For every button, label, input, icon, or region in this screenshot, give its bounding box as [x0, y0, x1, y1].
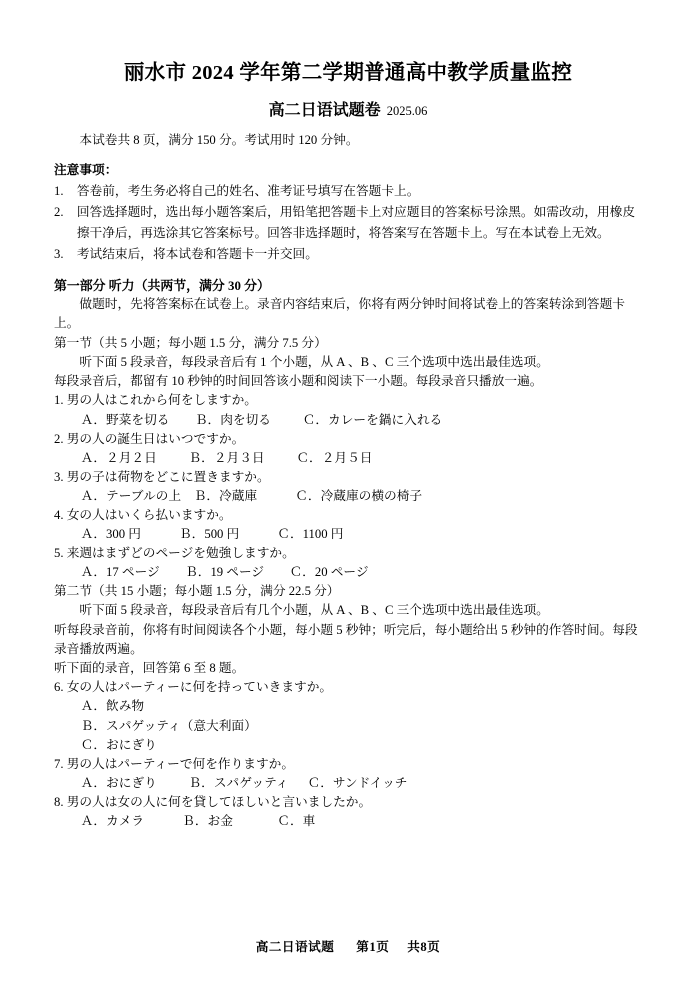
question-stem — [54, 544, 642, 563]
footer-page-number: 第1页 — [356, 940, 390, 954]
footer-total-pages: 共8页 — [407, 940, 441, 954]
question-stem — [54, 391, 642, 410]
question-number: 8. — [54, 794, 64, 809]
question-options: Ａ．テーブルの上 Ｂ．冷蔵庫 Ｃ．冷蔵庫の横の椅子 — [80, 488, 423, 503]
notice-text: 回答选择题时，选出每小题答案后，用铅笔把答题卡上对应题目的答案标号涂黑。如需改动，用橡皮擦干净后，再选涂其它答案标号。回答非选择题时，将答案写在答题卡上。写在本试卷上无效。 — [76, 205, 636, 240]
question-text: 男の人の誕生日はいつですか。 — [66, 431, 245, 446]
page-footer — [0, 936, 696, 955]
page-subtitle — [54, 97, 642, 120]
exam-date: 2025.06 — [386, 103, 428, 118]
question-options: Ａ．300 円 Ｂ．500 円 Ｃ．1100 円 — [80, 526, 344, 541]
question-text: 男の人はパーティーで何を作りますか。 — [66, 756, 295, 771]
question-number: 1. — [54, 393, 64, 408]
notice-text: 考试结束后，将本试卷和答题卡一并交回。 — [76, 247, 318, 262]
question-option: Ｃ．おにぎり — [80, 737, 157, 752]
section-two-heading: 第二节（共 15 小题；每小题 1.5 分，满分 22.5 分） — [54, 583, 340, 598]
part-one-intro: 做题时，先将答案标在试卷上。录音内容结束后，你将有两分钟时间将试卷上的答案转涂到答题卡上。 — [54, 297, 625, 331]
list-item — [54, 244, 642, 265]
list-item — [54, 181, 642, 202]
section-two-intro-line3: 听下面的录音，回答第 6 至 8 题。 — [54, 661, 245, 676]
notice-list — [54, 181, 642, 265]
question-text: 男の人はこれから何をしますか。 — [66, 393, 257, 408]
question-number: 7. — [54, 756, 64, 771]
section-two-intro-line2: 听每段录音前，你将有时间阅读各个小题，每小题 5 秒钟；听完后，每小题给出 5 秒钟的作答时间。每段录音播放两遍。 — [54, 622, 638, 656]
question-number: 2. — [54, 431, 64, 446]
question-options: Ａ．おにぎり Ｂ．スパゲッティ Ｃ．サンドイッチ — [80, 775, 408, 790]
question-text: 女の人はパーティーに何を持っていきますか。 — [66, 680, 333, 695]
question-item — [54, 506, 642, 544]
footer-subject: 高二日语试题 — [255, 940, 335, 954]
question-options: Ａ．17 ページ Ｂ．19 ページ Ｃ．20 ページ — [80, 564, 369, 579]
question-options: Ａ．野菜を切る Ｂ．肉を切る Ｃ．カレーを鍋に入れる — [80, 412, 443, 427]
question-item — [54, 678, 642, 754]
question-number: 3. — [54, 469, 64, 484]
question-option: Ｂ．スパゲッティ（意大利面） — [80, 718, 257, 733]
question-number: 6. — [54, 680, 64, 695]
part-one-heading: 第一部分 听力（共两节，满分 30 分） — [54, 279, 270, 293]
section-one-heading: 第一节（共 5 小题；每小题 1.5 分，满分 7.5 分） — [54, 335, 327, 350]
section-one-intro-line1: 听下面 5 段录音，每段录音后有 1 个小题，从 A 、B 、C 三个选项中选出最佳选项。 — [79, 354, 549, 369]
question-number: 4. — [54, 507, 64, 522]
question-option: Ａ．飲み物 — [80, 699, 145, 714]
notice-number: 1. — [54, 183, 64, 198]
question-item — [54, 544, 642, 582]
notice-number: 2. — [54, 205, 64, 220]
notice-text: 答卷前，考生务必将自己的姓名、准考证号填写在答题卡上。 — [76, 183, 420, 198]
question-item — [54, 793, 642, 831]
question-options: Ａ．２月２日 Ｂ．２月３日 Ｃ．２月５日 — [80, 450, 373, 465]
question-item — [54, 755, 642, 793]
notice-number: 3. — [54, 247, 64, 262]
section-one-intro-line2: 每段录音后，都留有 10 秒钟的时间回答该小题和阅读下一小题。每段录音只播放一遍。 — [54, 374, 543, 389]
question-stem — [54, 793, 642, 812]
question-stem — [54, 430, 642, 449]
question-stem — [54, 468, 642, 487]
question-text: 女の人はいくら払いますか。 — [66, 507, 232, 522]
question-text: 来週はまずどのページを勉強しますか。 — [66, 545, 295, 560]
question-number: 5. — [54, 545, 64, 560]
question-item — [54, 391, 642, 429]
question-item — [54, 468, 642, 506]
subject-title: 高二日语试题卷 — [268, 101, 381, 119]
notice-heading: 注意事项： — [54, 162, 118, 177]
page-title: 丽水市 2024 学年第二学期普通高中教学质量监控 — [123, 62, 573, 84]
question-item — [54, 430, 642, 468]
exam-lead-info: 本试卷共 8 页，满分 150 分。考试用时 120 分钟。 — [79, 132, 359, 147]
question-text: 男の人は女の人に何を貸してほしいと言いましたか。 — [66, 794, 372, 809]
question-stem — [54, 678, 642, 697]
question-stem — [54, 755, 642, 774]
section-two-intro-line1: 听下面 5 段录音，每段录音后有几个小题，从 A 、B 、C 三个选项中选出最佳选项。 — [79, 603, 549, 618]
question-stem — [54, 506, 642, 525]
list-item — [54, 202, 642, 243]
question-text: 男の子は荷物をどこに置きますか。 — [66, 469, 270, 484]
question-options: Ａ．カメラ Ｂ．お金 Ｃ．車 — [80, 813, 316, 828]
